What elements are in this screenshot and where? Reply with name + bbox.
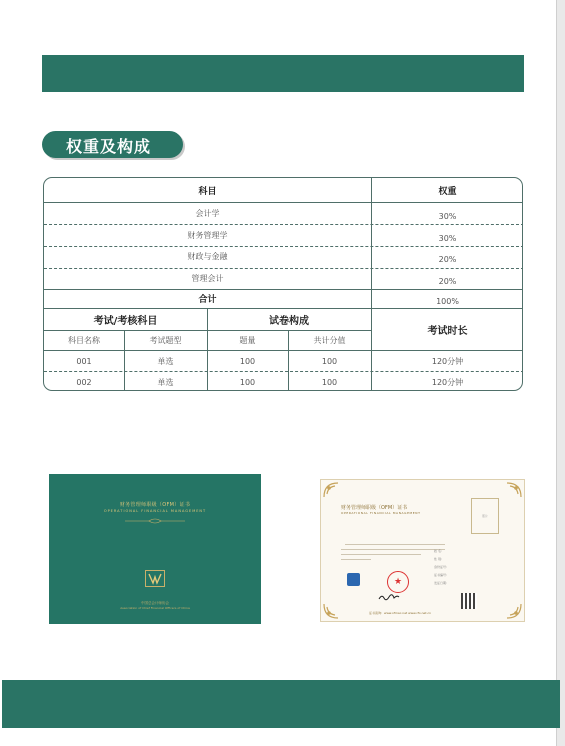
table-row: 单选: [157, 377, 174, 387]
exam-header-duration: 考试时长: [427, 326, 468, 337]
table-row-weight: 30%: [438, 234, 457, 243]
table-row-subject: 管理会计: [191, 273, 224, 283]
field-name: 姓 名：: [434, 549, 444, 553]
cover-title: 财务管理师职级（OFM）证书: [119, 502, 191, 508]
col-header-subject: 科目: [198, 186, 217, 197]
cover-subtitle: OPERATIONAL FINANCIAL MANAGEMENT: [103, 509, 207, 513]
exam-header-composition: 试卷构成: [269, 316, 309, 327]
table-row-subject: 财务管理学: [187, 231, 228, 240]
photo-label: 照片: [481, 514, 488, 518]
inner-footer: 证书查询：www.ofmac.net www.cfo.net.cn: [369, 611, 432, 615]
table-row: 100: [321, 356, 338, 366]
table-row-subject: 财政与金融: [187, 252, 228, 261]
top-banner: [42, 55, 524, 92]
col-header-weight: 权重: [438, 186, 457, 197]
field-cert-no: 证书编号：: [434, 573, 450, 577]
certificate-cover-image: [49, 474, 261, 624]
table-row-weight: 30%: [438, 212, 457, 221]
organization-logo-icon: [347, 573, 360, 586]
section-heading: [42, 131, 183, 158]
ornament-divider: [125, 518, 185, 524]
table-row: 100: [239, 356, 256, 366]
page-edge: [556, 0, 565, 746]
inner-subtitle: OPERATIONAL FINANCIAL MANAGEMENT: [341, 511, 421, 515]
total-weight: 100%: [436, 297, 459, 306]
exam-header-subjects: 考试/考核科目: [93, 316, 158, 327]
corner-ornament-icon: [323, 603, 339, 619]
table-row: 120分钟: [431, 356, 464, 366]
table-row: 单选: [157, 356, 174, 366]
field-id: 身份证号：: [434, 565, 450, 569]
inner-title: 财务管理师职级（OFM）证书: [341, 505, 408, 511]
subheader-score: 共计分值: [313, 336, 346, 345]
field-date: 发证日期：: [434, 581, 450, 585]
table-row-weight: 20%: [438, 276, 457, 286]
subheader-type: 考试题型: [149, 336, 182, 345]
corner-ornament-icon: [506, 603, 522, 619]
corner-ornament-icon: [506, 482, 522, 498]
table-row-subject: 会计学: [195, 209, 220, 218]
total-label: 合计: [198, 295, 217, 305]
weights-table: [43, 177, 523, 391]
table-row: 001: [76, 356, 92, 366]
signature-image: [378, 593, 400, 601]
qr-code-icon: [461, 593, 477, 609]
corner-ornament-icon: [323, 482, 339, 498]
subheader-name: 科目名称: [68, 336, 100, 345]
cover-org-en: Association of Chief Financial Officers of China: [120, 606, 190, 610]
subheader-count: 题量: [239, 336, 256, 345]
table-row-weight: 20%: [438, 255, 457, 264]
table-row: 100: [239, 377, 256, 387]
photo-box: [471, 498, 499, 534]
bottom-banner: [2, 680, 560, 728]
table-row: 002: [76, 377, 92, 387]
field-gender: 性 别：: [434, 557, 444, 561]
table-row: 120分钟: [431, 377, 464, 387]
certificate-inner-image: [320, 479, 525, 622]
section-title: 权重及构成: [66, 137, 152, 156]
table-row: 100: [321, 377, 338, 387]
ofm-logo-icon: [145, 570, 165, 587]
red-seal-icon: ★: [387, 571, 409, 593]
cover-org: 中国总会计师协会: [141, 601, 169, 605]
